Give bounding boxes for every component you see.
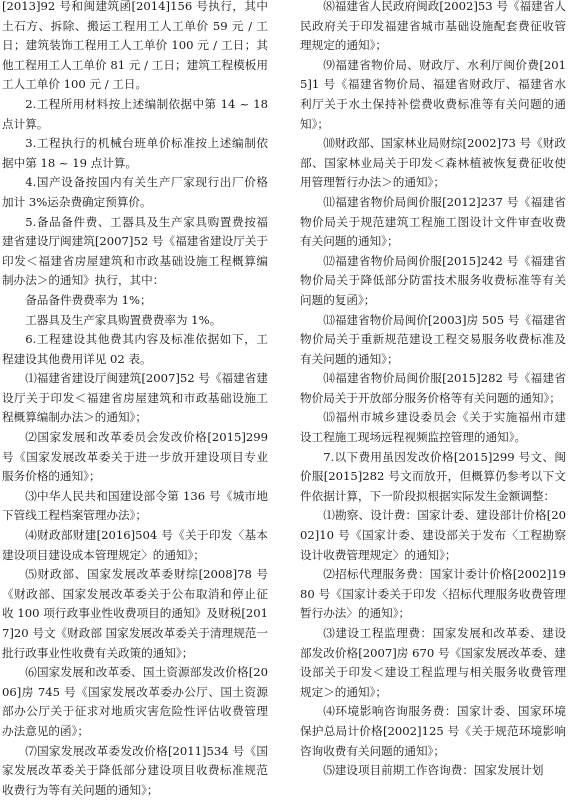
list-item: ⒀福建省物价局闽价[2003]房 505 号《福建省物价局关于重新规范建设工程交易服务收费标准及有关问题的通知》； [300, 312, 566, 366]
list-item: ⑶建设工程监理费：国家发展和改革委、建设部发改价格[2007]房 670 号《国家发展改革委、建设部关于印发＜建设工程监理与相关服务收费管理规定＞的通知》； [300, 626, 566, 699]
list-item: ⑸建设项目前期工作咨询费：国家发展计划 [323, 763, 544, 778]
paragraph-materials: 2.工程所用材料按上述编制依据中第 14 ~ 18 点计算。 [2, 96, 268, 131]
paragraph-tools-rate: 工器具及生产家具购置费费率为 1%。 [25, 312, 222, 327]
list-item: ⑵招标代理服务费：国家计委计价格[2002]1980 号《国家计委关于印发〈招标代理服务收费管理暂行办法〉的通知》； [300, 567, 566, 621]
list-item: ⑴福建省建设厅闽建筑[2007]52 号《福建省建设厅关于印发＜福建省房屋建筑和市政基础设施工程概算编制办法＞的通知》； [2, 371, 268, 425]
list-item: ⑴勘察、设计费：国家计委、建设部计价格[2002]10 号《国家计委、建设部关于发布〈工程勘察设计收费管理规定〉的通知》； [300, 508, 566, 562]
list-item: ⑸财政部、国家发展改革委财综[2008]78 号《财政部、国家发展改革委关于公布取消和停止征收 100 项行政事业性收费项目的通知》及财税[2017]20 号文《财政部 国家发展改革委关于清理规范一批行政事业性收费有关政策的通知》； [2, 567, 268, 660]
left-column [2, 0, 268, 800]
list-item: ⒂福州市城乡建设委员会《关于实施福州市建设工程施工现场远程视频监控管理的通知》。 [300, 410, 566, 445]
list-item: ⑷财政部财建[2016]504 号《关于印发〈基本建设项目建设成本管理规定〉的通知》； [2, 528, 268, 562]
paragraph-equipment: 4.国产设备按国内有关生产厂家现行出厂价格加计 3%运杂费确定预算价。 [2, 175, 268, 209]
list-item: ⑶中华人民共和国建设部令第 136 号《城市地下管线工程档案管理办法》； [2, 488, 268, 523]
paragraph-machinery: 3.工程执行的机械台班单价标准按上述编制依据中第 18 ~ 19 点计算。 [2, 136, 268, 170]
list-item: ⑵国家发展和改革委员会发改价格[2015]299 号《国家发展改革委关于进一步放开建设项目专业服务价格的通知》； [2, 430, 268, 484]
paragraph-spare-parts: 5.备品备件费、工器具及生产家具购置费按福建省建设厅闽建筑[2007]52 号《福建省建设厅关于印发＜福建省房屋建筑和市政基础设施工程概算编制办法＞的通知》执行，其中： [2, 214, 268, 288]
right-column [300, 0, 566, 781]
list-item: ⑿福建省物价局闽价服[2015]242 号《福建省物价局关于降低部分防雷技术服务收费标准等有关问题的复函》； [300, 253, 566, 307]
list-item: ⑺国家发展改革委发改价格[2011]534 号《国家发展改革委关于降低部分建设项目收费标准规范收费行为等有关问题的通知》； [2, 743, 268, 797]
paragraph-fees-note: 7.以下费用虽因发改价格[2015]299 号文、闽价服[2015]282 号文而放开，但概算仍参考以下文件依据计算，下一阶段拟根据实际发生金额调整： [300, 449, 566, 503]
paragraph-labor-rates: [2013]92 号和闽建筑函[2014]156 号执行，其中土石方、拆除、搬运工程用工人工单价 59 元 / 工日；建筑装饰工程用工人工单价 100 元 / 工日；其他工程用工人工单价 81 元 / 工日；建筑工程模板用工人工单价 100 元 / 工日。 [2, 0, 268, 92]
list-item: ⑹国家发展和改革委、国土资源部发改价格[2006]房 745 号《国家发展改革委办公厅、国土资源部办公厅关于征求对地质灾害危险性评估收费管理办法意见的函》； [2, 665, 268, 738]
paragraph-other-costs: 6.工程建设其他费其内容及标准依据如下，工程建设其他费用详见 02 表。 [2, 332, 268, 366]
list-item: ⑾福建省物价局闽价服[2012]237 号《福建省物价局关于规范建筑工程施工图设计文件审查收费有关问题的通知》； [300, 194, 566, 249]
list-item: ⑽财政部、国家林业局财综[2002]73 号《财政部、国家林业局关于印发＜森林植被恢复费征收使用管理暂行办法＞的通知》； [300, 136, 566, 190]
list-item: ⑻福建省人民政府闽政[2002]53 号《福建省人民政府关于印发福建省城市基础设施配套费征收管理规定的通知》； [300, 0, 566, 53]
paragraph-spare-rate: 备品备件费费率为 1%； [25, 292, 152, 307]
list-item: ⑷环境影响咨询服务费：国家计委、国家环境保护总局计价格[2002]125 号《关于规范环境影响咨询收费有关问题的通知》； [300, 704, 566, 758]
list-item: ⒁福建省物价局闽价服[2015]282 号《福建省物价局关于开放部分服务价格等有关问题的通知》； [300, 371, 566, 405]
list-item: ⑼福建省物价局、财政厅、水利厅闽价费[2015]1 号《福建省物价局、福建省财政厅、福建省水利厅关于水土保持补偿费收费标准等有关问题的通知》； [300, 57, 566, 131]
